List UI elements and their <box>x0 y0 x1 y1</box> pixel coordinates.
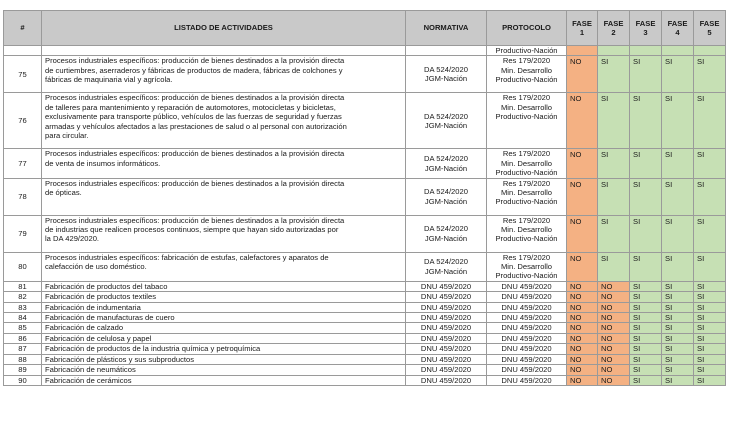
activity-text-line: de curtiembres, aserraderos y fábricas de productos de madera, fábricas de colchones y <box>45 65 343 75</box>
row-number-cell: 85 <box>4 323 42 333</box>
activity-text-line: Procesos industriales específicos: producción de bienes destinados a la provisión directa <box>45 56 345 66</box>
header-fase-5 <box>694 11 726 46</box>
fase-4-cell: SI <box>662 344 694 354</box>
fase-3-cell: SI <box>630 344 662 354</box>
activity-text-line: Procesos industriales específicos: producción de bienes destinados a la provisión directa <box>45 93 345 103</box>
activity-text-line: Procesos industriales específicos: fabricación de estufas, calefactores y aparatos de <box>45 252 329 262</box>
fase-4-cell: SI <box>662 292 694 302</box>
partial-row <box>4 46 726 56</box>
header-row <box>4 11 726 46</box>
protocolo-cell <box>487 292 567 302</box>
activity-cell <box>42 149 406 178</box>
protocolo-cell <box>487 375 567 385</box>
protocolo-text-line: Min. Desarrollo <box>500 65 553 75</box>
row-number-cell: 89 <box>4 365 42 375</box>
fase-5-cell: SI <box>694 56 726 93</box>
activity-cell <box>42 281 406 291</box>
normativa-cell <box>406 56 487 93</box>
fase-3-cell: SI <box>630 281 662 291</box>
protocolo-text-line: Min. Desarrollo <box>500 158 553 168</box>
fase-5-cell: SI <box>694 354 726 364</box>
fase-1-cell: NO <box>567 344 598 354</box>
protocolo-text-line: DNU 459/2020 <box>501 281 552 291</box>
table-row <box>4 365 726 375</box>
activity-text-line: Fabricación de indumentaria <box>45 302 141 312</box>
protocolo-text-line: Productivo-Nación <box>495 168 558 178</box>
row-number-cell: 80 <box>4 252 42 281</box>
row-number-cell: 82 <box>4 292 42 302</box>
fase-2-cell: NO <box>598 344 630 354</box>
activity-cell <box>42 93 406 149</box>
fase-1-cell: NO <box>567 313 598 323</box>
header-fase-3-number: 3 <box>643 28 648 37</box>
protocolo-cell <box>487 323 567 333</box>
header-fase-2-number: 2 <box>611 28 616 37</box>
activity-text-line: Fabricación de celulosa y papel <box>45 333 152 343</box>
normativa-cell <box>406 365 487 375</box>
activity-cell <box>42 323 406 333</box>
protocolo-cell <box>487 56 567 93</box>
protocolo-text-line: Res 179/2020 <box>502 56 551 66</box>
normativa-cell <box>406 333 487 343</box>
header-fase-5-word: FASE <box>699 18 720 28</box>
fase-3-cell: SI <box>630 93 662 149</box>
header-fase-3 <box>630 11 662 46</box>
protocolo-cell <box>487 252 567 281</box>
row-number-cell: 84 <box>4 313 42 323</box>
normativa-text-line: DA 524/2020 <box>424 257 468 267</box>
table-row <box>4 93 726 149</box>
normativa-text-line: DNU 459/2020 <box>420 365 472 375</box>
protocolo-cell <box>487 344 567 354</box>
table-row <box>4 323 726 333</box>
header-num: # <box>4 11 42 46</box>
normativa-text-line: JGM-Nación <box>424 266 468 276</box>
fase-1-cell: NO <box>567 354 598 364</box>
fase-3-cell: SI <box>630 252 662 281</box>
row-number-cell: 83 <box>4 302 42 312</box>
activity-text-line: Procesos industriales específicos: producción de bienes destinados a la provisión directa <box>45 215 345 225</box>
fase-4-cell: SI <box>662 215 694 252</box>
normativa-text-line: DA 524/2020 <box>424 65 468 74</box>
fase-4-cell: SI <box>662 302 694 312</box>
protocolo-cell <box>487 149 567 178</box>
fase-2-cell: SI <box>598 215 630 252</box>
activity-text-line: de ópticas. <box>45 188 82 198</box>
header-fase-3-word: FASE <box>635 18 656 28</box>
protocolo-text-line: Min. Desarrollo <box>500 188 553 198</box>
row-number-cell: 79 <box>4 215 42 252</box>
activity-cell <box>42 333 406 343</box>
normativa-text-line: DNU 459/2020 <box>420 354 472 364</box>
partial-fase-1-cell <box>567 46 598 56</box>
table-row <box>4 281 726 291</box>
normativa-text-line: JGM-Nación <box>424 74 468 84</box>
activity-text-line: de venta de insumos informáticos. <box>45 158 161 168</box>
fase-4-cell: SI <box>662 252 694 281</box>
normativa-cell <box>406 252 487 281</box>
protocolo-text-line: Productivo-Nación <box>495 271 558 281</box>
row-number-cell: 86 <box>4 333 42 343</box>
table-row <box>4 344 726 354</box>
header-fase-2 <box>598 11 630 46</box>
activity-text-line: Fabricación de neumáticos <box>45 365 136 375</box>
fase-4-cell: SI <box>662 56 694 93</box>
partial-num-cell <box>4 46 42 56</box>
fase-5-cell: SI <box>694 252 726 281</box>
fase-3-cell: SI <box>630 292 662 302</box>
protocolo-text-line: DNU 459/2020 <box>501 292 552 302</box>
normativa-text-line: JGM-Nación <box>424 196 468 206</box>
activity-cell <box>42 375 406 385</box>
fase-5-cell: SI <box>694 344 726 354</box>
fase-3-cell: SI <box>630 354 662 364</box>
fase-5-cell: SI <box>694 292 726 302</box>
partial-fase-3-cell <box>630 46 662 56</box>
header-fase-2-word: FASE <box>603 18 624 28</box>
table-row <box>4 354 726 364</box>
activity-text-line: fábricas de maquinaria vial y agrícola. <box>45 75 173 85</box>
activity-text-line: Fabricación de calzado <box>45 323 124 333</box>
activity-text-line: de talleres para mantenimiento y reparación de automotores, motocicletas y bicicletas, <box>45 102 336 112</box>
fase-1-cell: NO <box>567 302 598 312</box>
protocolo-text-line: Min. Desarrollo <box>500 262 553 272</box>
activity-text-line: Fabricación de productos del tabaco <box>45 281 168 291</box>
normativa-text-line: DNU 459/2020 <box>420 281 472 291</box>
protocolo-cell <box>487 215 567 252</box>
row-number-cell: 88 <box>4 354 42 364</box>
row-number-cell: 77 <box>4 149 42 178</box>
fase-1-cell: NO <box>567 375 598 385</box>
fase-5-cell: SI <box>694 302 726 312</box>
protocolo-text-line: DNU 459/2020 <box>501 302 552 312</box>
activity-text-line: Procesos industriales específicos: producción de bienes destinados a la provisión directa <box>45 178 345 188</box>
fase-2-cell: SI <box>598 252 630 281</box>
fase-3-cell: SI <box>630 375 662 385</box>
activity-cell <box>42 56 406 93</box>
protocolo-text-line: Res 179/2020 <box>502 93 551 103</box>
activity-text-line: Fabricación de productos textiles <box>45 292 157 302</box>
normativa-text-line: DA 524/2020 <box>424 154 468 164</box>
normativa-cell <box>406 354 487 364</box>
partial-fase-2-cell <box>598 46 630 56</box>
header-normativa: NORMATIVA <box>406 11 487 46</box>
row-number-cell: 78 <box>4 178 42 215</box>
fase-5-cell: SI <box>694 333 726 343</box>
fase-4-cell: SI <box>662 323 694 333</box>
row-number-cell: 81 <box>4 281 42 291</box>
fase-1-cell: NO <box>567 323 598 333</box>
protocolo-text-line: Productivo-Nación <box>495 197 558 207</box>
fase-5-cell: SI <box>694 178 726 215</box>
activity-cell <box>42 178 406 215</box>
fase-4-cell: SI <box>662 149 694 178</box>
fase-3-cell: SI <box>630 178 662 215</box>
fase-2-cell: SI <box>598 149 630 178</box>
fase-2-cell: NO <box>598 292 630 302</box>
normativa-cell <box>406 375 487 385</box>
fase-4-cell: SI <box>662 354 694 364</box>
fase-1-cell: NO <box>567 365 598 375</box>
fase-2-cell: NO <box>598 302 630 312</box>
table-row <box>4 302 726 312</box>
normativa-cell <box>406 281 487 291</box>
fase-4-cell: SI <box>662 281 694 291</box>
table-row <box>4 375 726 385</box>
normativa-text-line: DNU 459/2020 <box>420 313 472 323</box>
normativa-cell <box>406 302 487 312</box>
activity-cell <box>42 344 406 354</box>
fase-4-cell: SI <box>662 375 694 385</box>
normativa-text-line: DNU 459/2020 <box>420 323 472 333</box>
activity-text-line: armadas y vehículos afectados a las prestaciones de salud o al personal con autorización <box>45 121 347 131</box>
fase-1-cell: NO <box>567 178 598 215</box>
protocolo-cell <box>487 333 567 343</box>
activity-text-line: Fabricación de cerámicos <box>45 375 132 385</box>
normativa-text-line: DA 524/2020 <box>424 187 468 197</box>
activity-cell <box>42 313 406 323</box>
partial-fase-4-cell <box>662 46 694 56</box>
protocolo-text-line: DNU 459/2020 <box>501 323 552 333</box>
table-row <box>4 178 726 215</box>
protocolo-text-line: Res 179/2020 <box>502 215 551 225</box>
protocolo-text-line: DNU 459/2020 <box>501 375 552 385</box>
activity-text-line: la DA 429/2020. <box>45 234 100 244</box>
normativa-text-line: DNU 459/2020 <box>420 344 472 354</box>
protocolo-text-line: Min. Desarrollo <box>500 102 553 112</box>
table-row <box>4 149 726 178</box>
fase-2-cell: NO <box>598 365 630 375</box>
fase-3-cell: SI <box>630 313 662 323</box>
fase-5-cell: SI <box>694 93 726 149</box>
activity-text-line: exclusivamente para transporte público, vehículos de las fuerzas de seguridad y fuerzas <box>45 112 342 122</box>
fase-3-cell: SI <box>630 215 662 252</box>
fase-1-cell: NO <box>567 292 598 302</box>
activity-cell <box>42 365 406 375</box>
fase-1-cell: NO <box>567 215 598 252</box>
protocolo-text-line: Res 179/2020 <box>502 178 551 188</box>
protocolo-text-line: DNU 459/2020 <box>501 333 552 343</box>
fase-3-cell: SI <box>630 333 662 343</box>
row-number-cell: 76 <box>4 93 42 149</box>
table-row <box>4 313 726 323</box>
normativa-cell <box>406 313 487 323</box>
header-fase-1-word: FASE <box>572 18 592 28</box>
protocolo-text-line: Productivo-Nación <box>495 75 558 85</box>
normativa-text-line: JGM-Nación <box>424 120 468 130</box>
activity-text-line: para circular. <box>45 131 89 141</box>
activities-table <box>3 10 726 386</box>
normativa-cell <box>406 178 487 215</box>
normativa-text-line: DNU 459/2020 <box>420 292 472 302</box>
fase-2-cell: SI <box>598 178 630 215</box>
normativa-cell <box>406 93 487 149</box>
normativa-text-line: JGM-Nación <box>424 233 468 243</box>
fase-2-cell: NO <box>598 354 630 364</box>
fase-5-cell: SI <box>694 281 726 291</box>
header-fase-4 <box>662 11 694 46</box>
fase-4-cell: SI <box>662 178 694 215</box>
fase-2-cell: NO <box>598 375 630 385</box>
table-row <box>4 215 726 252</box>
fase-1-cell: NO <box>567 252 598 281</box>
fase-3-cell: SI <box>630 323 662 333</box>
fase-1-cell: NO <box>567 333 598 343</box>
fase-2-cell: NO <box>598 333 630 343</box>
fase-5-cell: SI <box>694 323 726 333</box>
fase-1-cell: NO <box>567 56 598 93</box>
fase-4-cell: SI <box>662 365 694 375</box>
activity-cell <box>42 302 406 312</box>
fase-5-cell: SI <box>694 313 726 323</box>
protocolo-cell <box>487 93 567 149</box>
fase-4-cell: SI <box>662 93 694 149</box>
activity-cell <box>42 215 406 252</box>
fase-1-cell: NO <box>567 281 598 291</box>
fase-5-cell: SI <box>694 375 726 385</box>
fase-5-cell: SI <box>694 365 726 375</box>
protocolo-text-line: DNU 459/2020 <box>501 313 552 323</box>
fase-1-cell: NO <box>567 149 598 178</box>
fase-2-cell: NO <box>598 281 630 291</box>
header-fase-5-number: 5 <box>707 28 712 37</box>
partial-activity-cell <box>42 46 406 56</box>
header-fase-1-number: 1 <box>579 28 585 37</box>
activity-text-line: de industrias que realicen procesos continuos, siempre que hayan sido autorizadas por <box>45 225 339 235</box>
activity-text-line: Fabricación de productos de la industria química y petroquímica <box>45 344 261 354</box>
header-fase-1 <box>567 11 598 46</box>
protocolo-text-line: DNU 459/2020 <box>501 344 552 354</box>
protocolo-cell <box>487 302 567 312</box>
partial-normativa-cell <box>406 46 487 56</box>
normativa-cell <box>406 292 487 302</box>
fase-3-cell: SI <box>630 149 662 178</box>
normativa-text-line: DNU 459/2020 <box>420 375 472 385</box>
activity-text-line: Procesos industriales específicos: producción de bienes destinados a la provisión directa <box>45 149 345 159</box>
protocolo-cell <box>487 313 567 323</box>
table-row <box>4 333 726 343</box>
protocolo-text-line: Res 179/2020 <box>502 252 551 262</box>
fase-3-cell: SI <box>630 56 662 93</box>
normativa-text-line: JGM-Nación <box>424 163 468 173</box>
normativa-cell <box>406 215 487 252</box>
normativa-text-line: DNU 459/2020 <box>420 333 472 343</box>
fase-4-cell: SI <box>662 333 694 343</box>
activity-cell <box>42 252 406 281</box>
fase-2-cell: NO <box>598 313 630 323</box>
partial-fase-5-cell <box>694 46 726 56</box>
protocolo-cell <box>487 281 567 291</box>
table-row <box>4 252 726 281</box>
protocolo-text-line: DNU 459/2020 <box>501 365 552 375</box>
fase-2-cell: SI <box>598 56 630 93</box>
header-fase-4-number: 4 <box>675 28 680 37</box>
protocolo-text-line: Res 179/2020 <box>502 149 551 159</box>
row-number-cell: 90 <box>4 375 42 385</box>
fase-1-cell: NO <box>567 93 598 149</box>
protocolo-text-line: Min. Desarrollo <box>500 225 553 235</box>
fase-3-cell: SI <box>630 365 662 375</box>
normativa-cell <box>406 323 487 333</box>
activity-cell <box>42 354 406 364</box>
protocolo-text-line: Productivo-Nación <box>495 112 558 122</box>
fase-5-cell: SI <box>694 215 726 252</box>
activity-text-line: Fabricación de plásticos y sus subproductos <box>45 354 194 364</box>
fase-2-cell: NO <box>598 323 630 333</box>
fase-5-cell: SI <box>694 149 726 178</box>
normativa-text-line: DNU 459/2020 <box>420 302 472 312</box>
table-row <box>4 292 726 302</box>
row-number-cell: 75 <box>4 56 42 93</box>
normativa-cell <box>406 149 487 178</box>
header-fase-4-word: FASE <box>667 18 688 28</box>
fase-3-cell: SI <box>630 302 662 312</box>
protocolo-cell <box>487 365 567 375</box>
normativa-cell <box>406 344 487 354</box>
fase-4-cell: SI <box>662 313 694 323</box>
header-actividades: LISTADO DE ACTIVIDADES <box>42 11 406 46</box>
header-protocolo: PROTOCOLO <box>487 11 567 46</box>
partial-protocolo-cell: Productivo-Nación <box>487 46 567 56</box>
protocolo-cell <box>487 354 567 364</box>
activity-text-line: calefacción de uso doméstico. <box>45 262 147 272</box>
table-row <box>4 56 726 93</box>
row-number-cell: 87 <box>4 344 42 354</box>
normativa-text-line: DA 524/2020 <box>424 224 468 234</box>
protocolo-cell <box>487 178 567 215</box>
activity-cell <box>42 292 406 302</box>
protocolo-text-line: DNU 459/2020 <box>501 354 552 364</box>
protocolo-text-line: Productivo-Nación <box>495 234 558 244</box>
fase-2-cell: SI <box>598 93 630 149</box>
activity-text-line: Fabricación de manufacturas de cuero <box>45 313 175 323</box>
normativa-text-line: DA 524/2020 <box>424 111 468 121</box>
